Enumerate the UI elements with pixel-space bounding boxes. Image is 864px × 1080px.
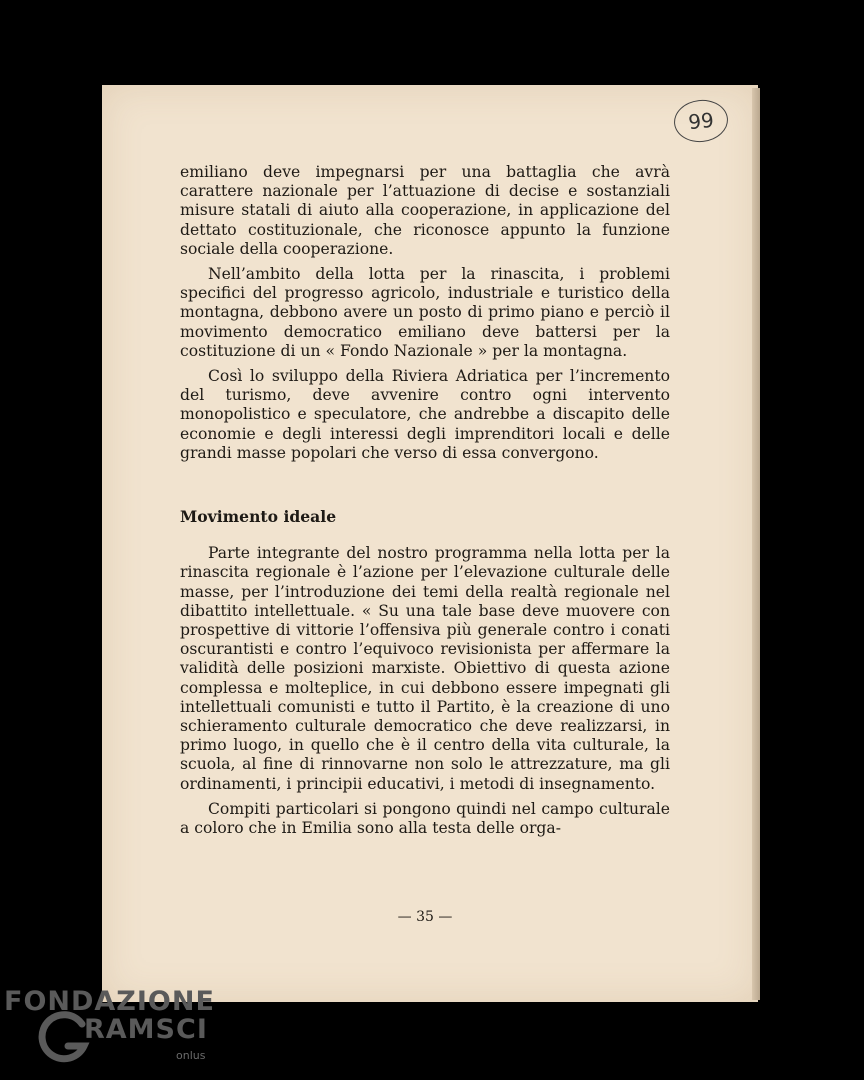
- paragraph: Parte integrante del nostro programma nella lotta per la rinascita regionale è l’azione per l’elevazione culturale delle masse, per l’introduzione dei temi della realtà regionale nel dibattito intellettuale. « Su una tale base deve muovere con prospettive di vittorie l’offensiva più generale contro i conati oscurantisti e contro l’equivoco revisionista per affermare la validità delle posizioni marxiste. Obiettivo di questa azione complessa e molteplice, in cui debbono essere impegnati gli intellettuali comunisti e tutto il Partito, è la creazione di uno schieramento culturale democratico che deve realizzarsi, in primo luogo, in quello che è il centro della vita culturale, la scuola, al fine di rinnovarne non solo le attrezzature, ma gli ordinamenti, i principii educativi, i metodi di insegnamento.: [180, 544, 670, 793]
- paragraph: Nell’ambito della lotta per la rinascita, i problemi specifici del progresso agricolo, industriale e turistico della montagna, debbono avere un posto di primo piano e perciò il movimento democratico emiliano deve battersi per la costituzione di un « Fondo Nazionale » per la montagna.: [180, 265, 670, 360]
- paragraph: Così lo sviluppo della Riviera Adriatica per l’incremento del turismo, deve avvenire contro ogni intervento monopolistico e speculatore, che andrebbe a discapito delle economie e degli interessi degli imprenditori locali e delle grandi masse popolari che verso di essa convergono.: [180, 367, 670, 462]
- logo-line-2: RAMSCI: [84, 1014, 208, 1045]
- logo-subtitle: onlus: [176, 1049, 206, 1062]
- fondazione-gramsci-logo: [4, 986, 224, 1076]
- section-heading: Movimento ideale: [180, 507, 337, 527]
- logo-line-1: FONDAZIONE: [4, 986, 215, 1017]
- page-edge: [752, 88, 760, 1000]
- paragraph: Compiti particolari si pongono quindi nel campo culturale a coloro che in Emilia sono alla testa delle orga-: [180, 799, 670, 838]
- body-text: [180, 163, 670, 838]
- handwritten-page-annotation: 99: [672, 97, 730, 144]
- paragraph: emiliano deve impegnarsi per una battaglia che avrà carattere nazionale per l’attuazione di decise e sostanziali misure statali di aiuto alla cooperazione, in applicazione del dettato costituzionale, che riconosce appunto la funzione sociale della cooperazione.: [180, 163, 670, 258]
- page-number: — 35 —: [397, 909, 453, 925]
